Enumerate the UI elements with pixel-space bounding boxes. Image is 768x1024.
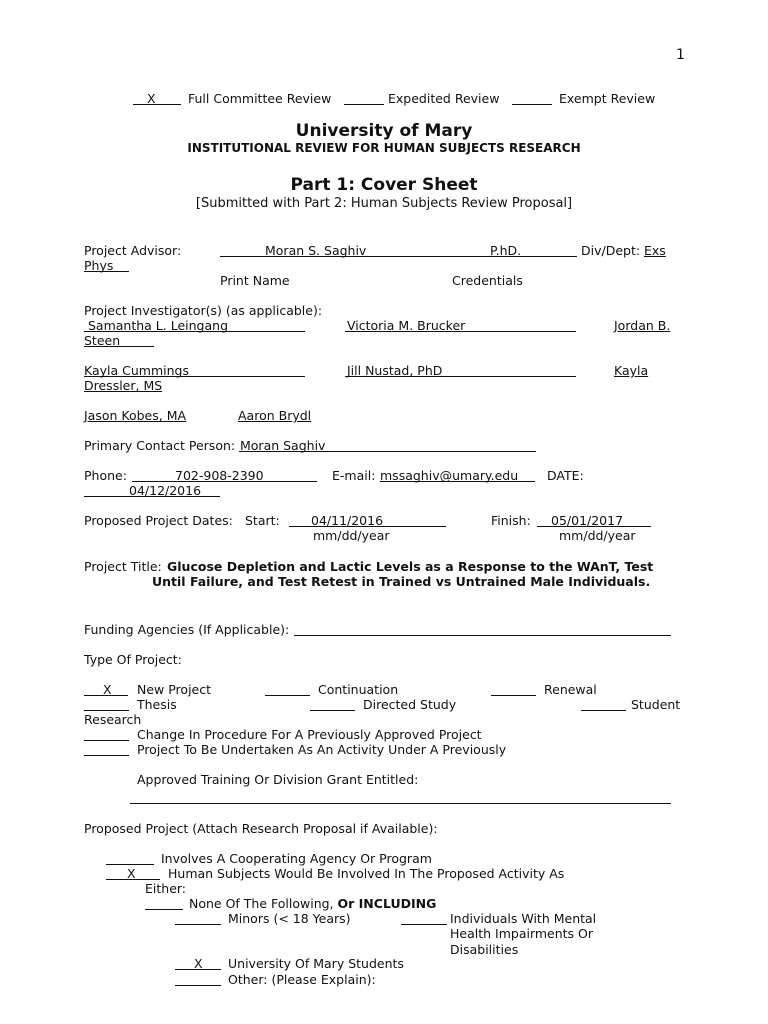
none-check[interactable] xyxy=(145,909,183,910)
funding-field[interactable] xyxy=(294,635,671,636)
continuation-check[interactable] xyxy=(265,695,310,696)
type-label: Type Of Project: xyxy=(84,652,182,667)
research-label: Research xyxy=(84,712,142,727)
investigator-2[interactable]: Victoria M. Brucker xyxy=(347,318,466,333)
phone-label: Phone: xyxy=(84,468,127,483)
start-label: Start: xyxy=(245,513,280,528)
finish-date[interactable]: 05/01/2017 xyxy=(551,513,624,528)
directed-label: Directed Study xyxy=(363,697,457,712)
approved-label: Approved Training Or Division Grant Entitled: xyxy=(137,772,419,787)
renewal-check[interactable] xyxy=(491,695,536,696)
part-title: Part 1: Cover Sheet xyxy=(290,175,478,195)
dept-value-b[interactable]: Phys xyxy=(84,258,114,273)
other-check[interactable] xyxy=(175,985,221,986)
investigators-label: Project Investigator(s) (as applicable): xyxy=(84,303,323,318)
project-title-label: Project Title: xyxy=(84,559,162,574)
project-title-line-1[interactable]: Glucose Depletion and Lactic Levels as a Response to the WAnT, Test xyxy=(167,559,654,574)
div-dept-label: Div/Dept: xyxy=(581,243,641,258)
date-value[interactable]: 04/12/2016 xyxy=(129,483,202,498)
students-label: University Of Mary Students xyxy=(228,956,404,971)
finish-label: Finish: xyxy=(491,513,531,528)
email-value[interactable]: mssaghiv@umary.edu xyxy=(380,468,519,483)
advisor-name[interactable]: Moran S. Saghiv xyxy=(265,243,367,258)
minors-label: Minors (< 18 Years) xyxy=(228,911,351,926)
contact-label: Primary Contact Person: xyxy=(84,438,236,453)
directed-check[interactable] xyxy=(310,710,355,711)
investigator-6b[interactable]: Dressler, MS xyxy=(84,378,163,393)
activity-label: Project To Be Undertaken As An Activity Under A Previously xyxy=(137,742,507,757)
university-title: University of Mary xyxy=(295,121,473,141)
advisor-credentials[interactable]: P.hD. xyxy=(490,243,522,258)
full-review-mark[interactable]: X xyxy=(147,91,156,106)
contact-name[interactable]: Moran Saghiv xyxy=(240,438,326,453)
student-label: Student xyxy=(631,697,681,712)
new-project-mark[interactable]: X xyxy=(103,682,112,697)
mental-label-3: Disabilities xyxy=(450,942,519,957)
investigator-5[interactable]: Jill Nustad, PhD xyxy=(347,363,443,378)
credentials-label: Credentials xyxy=(452,273,523,288)
mental-label-1: Individuals With Mental xyxy=(450,911,597,926)
dates-label: Proposed Project Dates: xyxy=(84,513,233,528)
funding-label: Funding Agencies (If Applicable): xyxy=(84,622,290,637)
none-label: None Of The Following, Or INCLUDING xyxy=(189,896,437,911)
proposed-label: Proposed Project (Attach Research Proposal if Available): xyxy=(84,821,438,836)
either-label: Either: xyxy=(145,881,187,896)
advisor-label: Project Advisor: xyxy=(84,243,182,258)
expedited-review-label: Expedited Review xyxy=(388,91,500,106)
start-date[interactable]: 04/11/2016 xyxy=(311,513,384,528)
cooperating-check[interactable] xyxy=(106,864,154,865)
investigator-8[interactable]: Aaron Brydl xyxy=(238,408,312,423)
page-number: 1 xyxy=(676,47,685,63)
email-label: E-mail: xyxy=(332,468,376,483)
cooperating-label: Involves A Cooperating Agency Or Program xyxy=(161,851,432,866)
investigator-3a[interactable]: Jordan B. xyxy=(614,318,671,333)
investigator-4[interactable]: Kayla Cummings xyxy=(84,363,189,378)
continuation-label: Continuation xyxy=(318,682,399,697)
new-project-label: New Project xyxy=(137,682,212,697)
mental-check[interactable] xyxy=(401,924,447,925)
thesis-check[interactable] xyxy=(84,710,129,711)
institution-title: INSTITUTIONAL REVIEW FOR HUMAN SUBJECTS RESEARCH xyxy=(187,141,581,155)
minors-check[interactable] xyxy=(175,924,221,925)
mental-label-2: Health Impairments Or xyxy=(450,926,594,941)
human-subjects-mark[interactable]: X xyxy=(127,866,136,881)
part-subtitle: [Submitted with Part 2: Human Subjects Review Proposal] xyxy=(195,196,573,211)
human-subjects-label: Human Subjects Would Be Involved In The Proposed Activity As xyxy=(168,866,565,881)
student-check[interactable] xyxy=(581,710,626,711)
start-format: mm/dd/year xyxy=(313,528,390,543)
or-including-label: Or INCLUDING xyxy=(337,896,437,911)
full-review-label: Full Committee Review xyxy=(188,91,332,106)
phone-value[interactable]: 702-908-2390 xyxy=(175,468,264,483)
finish-format: mm/dd/year xyxy=(559,528,636,543)
print-name-label: Print Name xyxy=(220,273,290,288)
investigator-1[interactable]: Samantha L. Leingang xyxy=(88,318,229,333)
exempt-review-label: Exempt Review xyxy=(559,91,656,106)
students-mark[interactable]: X xyxy=(194,956,203,971)
thesis-label: Thesis xyxy=(137,697,177,712)
investigator-3b[interactable]: Steen xyxy=(84,333,121,348)
project-title-line-2[interactable]: Until Failure, and Test Retest in Trained vs Untrained Male Individuals. xyxy=(152,574,651,589)
other-label: Other: (Please Explain): xyxy=(228,972,376,987)
grant-field[interactable] xyxy=(130,803,671,804)
dept-value-a[interactable]: Exs xyxy=(644,243,666,258)
date-label: DATE: xyxy=(547,468,584,483)
change-check[interactable] xyxy=(84,740,129,741)
investigator-6a[interactable]: Kayla xyxy=(614,363,649,378)
activity-check[interactable] xyxy=(84,755,129,756)
change-label: Change In Procedure For A Previously Approved Project xyxy=(137,727,482,742)
investigator-7[interactable]: Jason Kobes, MA xyxy=(84,408,187,423)
renewal-label: Renewal xyxy=(544,682,597,697)
